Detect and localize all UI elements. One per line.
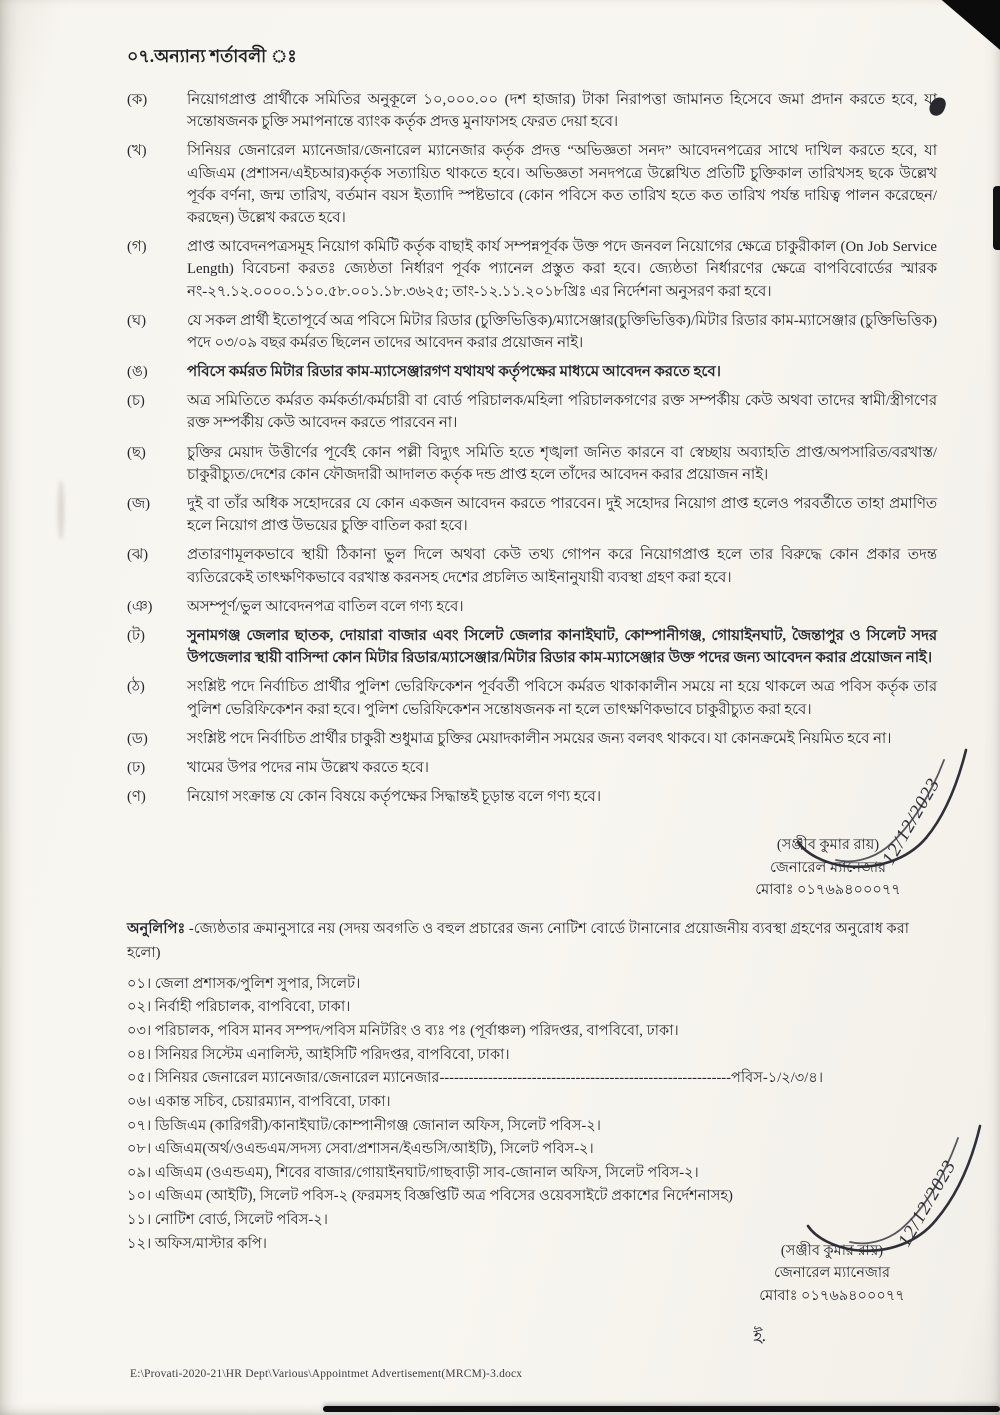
term-label: (চ)	[127, 393, 145, 410]
term-item	[127, 757, 937, 779]
term-label: (ক)	[127, 92, 148, 108]
document-file-path: E:\Provati-2020-21\HR Dept\Various\Appointmet Advertisement(MRCM)-3.docx	[130, 1368, 523, 1380]
term-item	[127, 361, 937, 383]
term-text: সিনিয়র জেনারেল ম্যানেজার/জেনারেল ম্যানেজার কর্তৃক প্রদত্ত “অভিজ্ঞতা সনদ” আবেদনপত্রের সাথে দাখিল করতে হবে, যা এজিএম (প্রশাসন/এইচআর)কর্তৃক সত্যায়িত থাকতে হবে। অভিজ্ঞতা সনদপত্রে উল্লেখিত প্রতিটি চুক্তিকাল তারিখসহ ছকে উল্লেখ পূর্বক বর্ণনা, জন্ম তারিখ, বর্তমান বয়স ইত্যাদি স্পষ্টভাবে (কোন পবিসে কত তারিখ হতে কত তারিখ পর্যন্ত দায়িত্ব পালন করেছেন/করছেন) উল্লেখ করতে হবে।	[187, 143, 937, 226]
distribution-header-line	[127, 918, 937, 966]
term-item	[127, 544, 937, 588]
term-text: সুনামগঞ্জ জেলার ছাতক, দোয়ারা বাজার এবং সিলেট জেলার কানাইঘাট, কোম্পানীগঞ্জ, গোয়াইনঘাট, জৈন্তাপুর ও সিলেট সদর উপজেলার স্থায়ী বাসিন্দা কোন মিটার রিডার/ম্যাসেঞ্জার/মিটার রিডার কাম-ম্যাসেঞ্জার উক্ত পদের জন্য আবেদন করার প্রয়োজন নাই।	[187, 627, 937, 667]
term-label: (ঠ)	[127, 679, 145, 696]
distribution-item: ০২। নির্বাহী পরিচালক, বাপবিবো, ঢাকা।	[127, 999, 351, 1016]
signatory-name: (সঞ্জীব কুমার রায়)	[776, 837, 880, 854]
term-label: (ঙ)	[127, 364, 148, 381]
term-item	[127, 140, 937, 229]
term-text: খামের উপর পদের নাম উল্লেখ করতে হবে।	[187, 759, 429, 776]
term-text: সংশ্লিষ্ট পদে নির্বাচিত প্রার্থীর চাকুরী শুধুমাত্র চুক্তির মেয়াদকালীন সময়ের জন্য বলবৎ থাকবে। যা কোনক্রমেই নিয়মিত হবে না।	[187, 730, 892, 747]
term-label: (জ)	[127, 496, 151, 512]
term-item	[127, 310, 937, 354]
distribution-heading: অনুলিপিঃ	[127, 920, 186, 937]
handwritten-initial-mark: ই.	[749, 1324, 768, 1348]
term-item	[127, 728, 937, 750]
distribution-note: -জ্যেষ্ঠতার ক্রমানুসারে নয় (সদয় অবগতি ও বহুল প্রচারের জন্য নোটিশ বোর্ডে টানানোর প্রয়োজনীয় ব্যবস্থা গ্রহণের অনুরোধ করা হলো)	[127, 920, 909, 961]
term-text: প্রাপ্ত আবেদনপত্রসমূহ নিয়োগ কমিটি কর্তৃক বাছাই কার্য সম্পন্নপূর্বক উক্ত পদে জনবল নিয়োগের ক্ষেত্রে চাকুরীকাল (On Job Service Length) বিবেচনা করতঃ জ্যেষ্ঠতা নির্ধারণ পূর্বক প্যানেল প্রস্তুত করা হবে। জ্যেষ্ঠতা নির্ধারণের ক্ষেত্রে বাপবিবোর্ডের স্মারক নং-২৭.১২.০০০০.১১০.৫৮.০০১.১৮.৩৬২৫; তাং-১২.১১.২০১৮খ্রিঃ এর নির্দেশনা অনুসরণ করা হবে।	[187, 239, 937, 300]
terms-list	[127, 89, 937, 808]
term-label: (ঢ)	[127, 759, 146, 776]
term-label: (ছ)	[127, 444, 146, 461]
distribution-item: ১১। নোটিশ বোর্ড, সিলেট পবিস-২।	[127, 1212, 328, 1229]
term-label: (ঘ)	[127, 312, 146, 329]
term-text: অসম্পূর্ণ/ভুল আবেদনপত্র বাতিল বলে গণ্য হবে।	[187, 598, 464, 615]
term-text: নিয়োগ সংক্রান্ত যে কোন বিষয়ে কর্তৃপক্ষের সিদ্ধান্তই চূড়ান্ত বলে গণ্য হবে।	[187, 789, 602, 806]
term-item	[127, 596, 937, 618]
term-label: (ট)	[127, 627, 145, 644]
signatory-title: জেনারেল ম্যানেজার	[769, 859, 887, 876]
signatory-mobile: মোবাঃ ০১৭৬৯৪০০০৭৭	[755, 882, 901, 899]
signatory-title: জেনারেল ম্যানেজার	[773, 1265, 891, 1282]
distribution-item: ০৯। এজিএম (ওএন্ডএম), শিবের বাজার/গোয়াইনঘাট/গাছবাড়ী সাব-জোনাল অফিস, সিলেট পবিস-২।	[127, 1164, 699, 1181]
signature-block-2	[732, 1240, 932, 1307]
term-text: নিয়োগপ্রাপ্ত প্রার্থীকে সমিতির অনুকূলে ১০,০০০.০০ (দশ হাজার) টাকা নিরাপত্তা জামানত হিসেবে জমা প্রদান করতে হবে, যা সন্তোষজনক চুক্তি সমাপনান্তে ব্যাংক কর্তৃক প্রদত্ত মুনাফাসহ ফেরত দেয়া হবে।	[187, 92, 937, 131]
term-label: (ড)	[127, 730, 148, 747]
distribution-item: ১২। অফিস/মাস্টার কপি।	[127, 1235, 268, 1252]
term-text: দুই বা তাঁর অধিক সহোদরের যে কোন একজন আবেদন করতে পারবেন। দুই সহোদর নিয়োগ প্রাপ্ত হলেও পরবর্তীতে তাহা প্রমাণিত হলে নিয়োগ প্রাপ্ত উভয়ের চুক্তি বাতিল করা হবে।	[187, 496, 937, 535]
scan-bottom-edge-artifact	[323, 1406, 1000, 1412]
term-item	[127, 493, 937, 537]
term-item	[127, 442, 937, 486]
term-item	[127, 236, 937, 303]
signatory-mobile: মোবাঃ ০১৭৬৯৪০০০৭৭	[759, 1287, 905, 1304]
term-label: (ণ)	[127, 789, 146, 806]
term-item	[127, 390, 937, 434]
distribution-item: ০৮। এজিএম(অর্থ/ওএন্ডএম/সদস্য সেবা/প্রশাসন/ইএন্ডসি/আইটি), সিলেট পবিস-২।	[127, 1141, 594, 1158]
term-text: সংশ্লিষ্ট পদে নির্বাচিত প্রার্থীর পুলিশ ভেরিফিকেশন পূর্ববর্তী পবিসে কর্মরত থাকাকালীন সময়ে না হয়ে থাকলে অত্র পবিস কর্তৃক তার পুলিশ ভেরিফিকেশন করা হবে। পুলিশ ভেরিফিকেশন সন্তোষজনক না হলে তাৎক্ষণিকভাবে চাকুরীচ্যুত করা হবে।	[187, 679, 937, 718]
signatory-name: (সঞ্জীব কুমার রায়)	[780, 1243, 884, 1259]
distribution-item: ০৪। সিনিয়র সিস্টেম এনালিস্ট, আইসিটি পরিদপ্তর, বাপবিবো, ঢাকা।	[127, 1046, 510, 1063]
term-text: অত্র সমিতিতে কর্মরত কর্মকর্তা/কর্মচারী বা বোর্ড পরিচালক/মহিলা পরিচালকগণের রক্ত সম্পর্কীয় কেউ অথবা তাদের স্বামী/স্ত্রীগণের রক্ত সম্পর্কীয় কেউ আবেদন করতে পারবেন না।	[187, 393, 937, 432]
distribution-item: ০৩। পরিচালক, পবিস মানব সম্পদ/পবিস মনিটরিং ও ব্যঃ পঃ (পূর্বাঞ্চল) পরিদপ্তর, বাপবিবো, ঢাকা।	[127, 1022, 679, 1039]
distribution-item: ০১। জেলা প্রশাসক/পুলিশ সুপার, সিলেট।	[127, 975, 361, 992]
distribution-item: ০৬। একান্ত সচিব, চেয়ারম্যান, বাপবিবো, ঢাকা।	[127, 1093, 391, 1110]
term-label: (ঞ)	[127, 598, 153, 615]
term-label: (খ)	[127, 143, 147, 160]
signature-block-1	[733, 834, 923, 901]
term-text: প্রতারণামূলকভাবে স্থায়ী ঠিকানা ভুল দিলে অথবা কেউ তথ্য গোপন করে নিয়োগপ্রাপ্ত হলে তার বিরুদ্ধে কোন প্রকার তদন্ত ব্যতিরেকেই তাৎক্ষণিকভাবে বরখাস্ত করনসহ দেশের প্রচলিত আইনানুযায়ী ব্যবস্থা গ্রহণ করা হবে।	[187, 547, 937, 586]
distribution-item: ১০। এজিএম (আইটি), সিলেট পবিস-২ (ফরমসহ বিজ্ঞপ্তিটি অত্র পবিসের ওয়েবসাইটে প্রকাশের নির্দেশনাসহ)	[127, 1188, 733, 1205]
term-item	[127, 786, 937, 808]
term-text: যে সকল প্রার্থী ইতোপূর্বে অত্র পবিসে মিটার রিডার (চুক্তিভিত্তিক)/ম্যাসেঞ্জার(চুক্তিভিত্তিক)/মিটার রিডার কাম-ম্যাসেঞ্জার (চুক্তিভিত্তিক) পদে ০৩/০৯ বছর কর্মরত ছিলেন তাদের আবেদন করার প্রয়োজন নাই।	[187, 312, 937, 351]
handwritten-date: 12/12/2023	[894, 1156, 961, 1251]
distribution-item: ০৫। সিনিয়র জেনারেল ম্যানেজার/জেনারেল ম্যানেজার------------------------------------------------------------পবিস-১/২/৩/৪।	[127, 1070, 824, 1087]
term-item	[127, 625, 937, 669]
distribution-section	[127, 918, 937, 1257]
term-item	[127, 676, 937, 720]
term-text: পবিসে কর্মরত মিটার রিডার কাম-ম্যাসেঞ্জারগণ যথাযথ কর্তৃপক্ষের মাধ্যমে আবেদন করতে হবে।	[187, 364, 721, 381]
distribution-item: ০৭। ডিজিএম (কারিগরী)/কানাইঘাট/কোম্পানীগঞ্জ জোনাল অফিস, সিলেট পবিস-২।	[127, 1117, 601, 1134]
term-item	[127, 89, 937, 133]
term-text: চুক্তির মেয়াদ উত্তীর্ণের পূর্বেই কোন পল্লী বিদ্যুৎ সমিতি হতে শৃঙ্খলা জনিত কারনে বা স্বেচ্ছায় অব্যাহতি প্রাপ্ত/অপসারিত/বরখাস্ত/চাকুরীচ্যুত/দেশের কোন ফৌজদারী আদালত কর্তৃক দন্ড প্রাপ্ত হলে তাঁদের আবেদন করার প্রয়োজন নাই।	[187, 444, 937, 483]
handwritten-date: 12/12/2023	[878, 774, 945, 869]
section-heading: ০৭.অন্যান্য শর্তাবলী ঃ	[127, 46, 297, 66]
term-label: (ঝ)	[127, 547, 149, 564]
term-label: (গ)	[127, 239, 147, 256]
